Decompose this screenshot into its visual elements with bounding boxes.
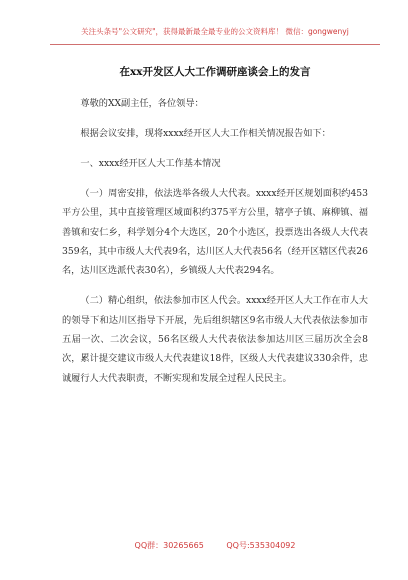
intro-paragraph: 根据会议安排，现将xxxx经开区人大工作相关情况报告如下： xyxy=(80,127,331,139)
section-heading: 一、xxxx经开区人大工作基本情况 xyxy=(80,157,221,169)
document-body xyxy=(62,94,368,399)
footer-contact xyxy=(50,540,380,551)
salutation: 尊敬的XX副主任，各位领导： xyxy=(80,98,204,109)
paragraph-1: （一）周密安排，依法选举各级人大代表。xxxx经开区规划面积约453平方公里，其中直接管理区域面积约375平方公里，辖亭子镇、麻柳镇、福善镇和安仁乡，科学划分4个大选区，20个小选区，投票选出各级人大代表359名，其中市级人大代表9名，达川区人大代表56名（经开区辖区代表26名，达川区选派代表30名），乡镇级人大代表294名。 xyxy=(62,187,368,277)
header-notice: 关注头条号"公文研究"，获得最新最全最专业的公文资料库！ 微信：gongwenyj xyxy=(81,27,349,36)
paragraph-2: （二）精心组织，依法参加市区人代会。xxxx经开区人大工作在市人大的领导下和达川区指导下开展，先后组织辖区9名市级人大代表依法参加市五届一次、二次会议，56名区级人大代表依法参加达川区三届历次全会8次，累计提交建议市级人大代表建议18件，区级人大代表建议330余件，忠诚履行人大代表职责，不断实现和发展全过程人民民主。 xyxy=(62,295,368,384)
footer-qq-group: QQ群：30265665 xyxy=(134,541,204,550)
document-title: 在xx开发区人大工作调研座谈会上的发言 xyxy=(119,66,311,78)
footer-qq-number: QQ号:535304092 xyxy=(226,541,296,550)
header-divider xyxy=(50,44,380,45)
